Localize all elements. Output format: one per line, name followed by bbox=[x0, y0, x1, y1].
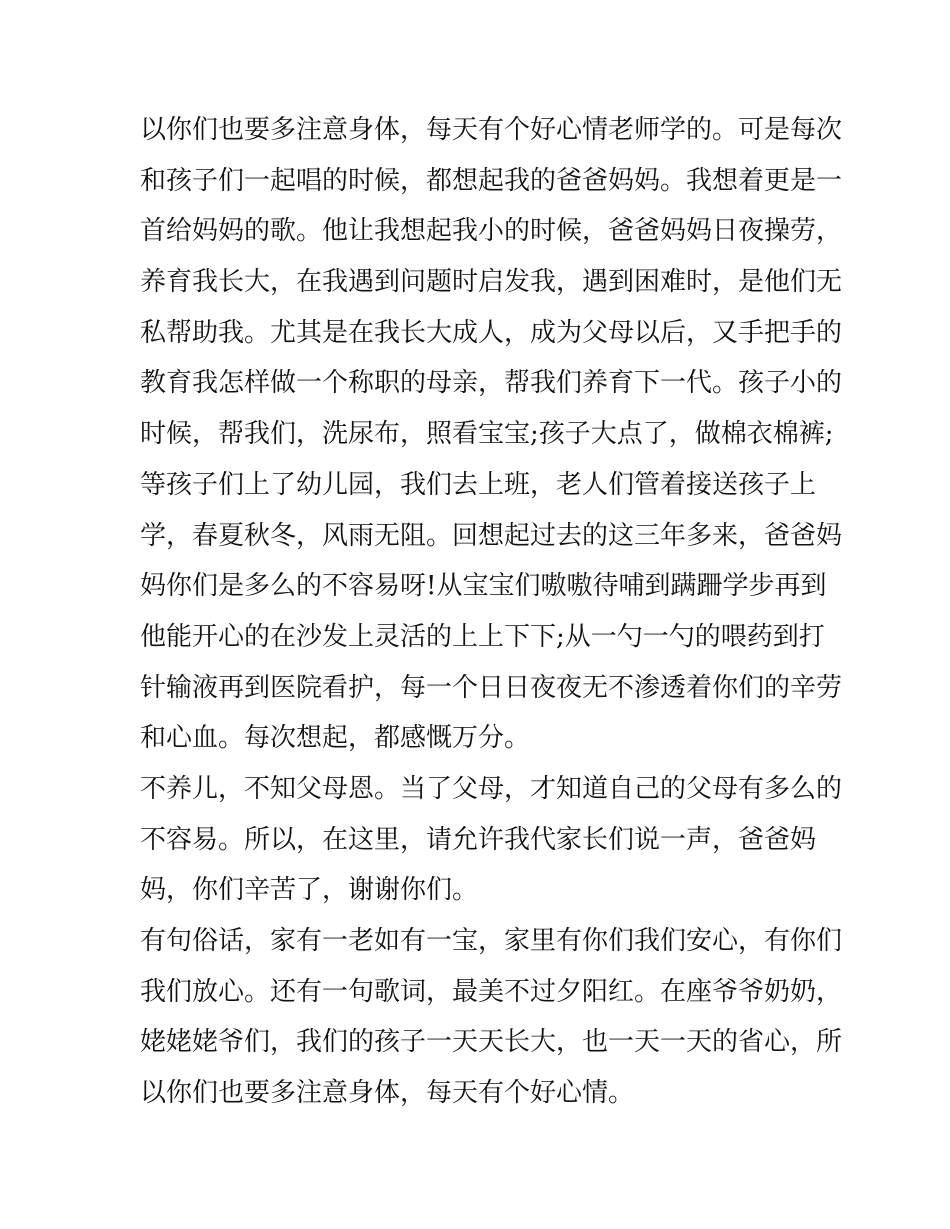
text-line: 姥姥姥爷们，我们的孩子一天天长大，也一天一天的省心，所 bbox=[140, 1027, 843, 1058]
text-line: 等孩子们上了幼儿园，我们去上班，老人们管着接送孩子上 bbox=[140, 469, 817, 500]
text-line: 首给妈妈的歌。他让我想起我小的时候，爸爸妈妈日夜操劳， bbox=[140, 216, 843, 247]
text-line: 以你们也要多注意身体，每天有个好心情老师学的。可是每次 bbox=[140, 115, 843, 145]
text-line: 和孩子们一起唱的时候，都想起我的爸爸妈妈。我想着更是一 bbox=[140, 165, 843, 196]
text-line: 养育我长大，在我遇到问题时启发我，遇到困难时，是他们无 bbox=[140, 267, 843, 298]
text-line: 妈，你们辛苦了，谢谢你们。 bbox=[140, 875, 479, 906]
body-text bbox=[140, 105, 843, 1119]
text-line: 有句俗话，家有一老如有一宝，家里有你们我们安心，有你们 bbox=[140, 926, 843, 956]
text-line: 私帮助我。尤其是在我长大成人，成为父母以后，又手把手的 bbox=[140, 317, 843, 348]
text-line: 针输液再到医院看护，每一个日日夜夜无不渗透着你们的辛劳 bbox=[140, 672, 843, 703]
text-line: 时候，帮我们，洗尿布，照看宝宝;孩子大点了，做棉衣棉裤; bbox=[140, 419, 834, 450]
text-line: 妈你们是多么的不容易呀!从宝宝们嗷嗷待哺到蹒跚学步再到 bbox=[140, 571, 827, 602]
text-line: 学，春夏秋冬，风雨无阻。回想起过去的这三年多来，爸爸妈 bbox=[140, 520, 843, 551]
text-line: 以你们也要多注意身体，每天有个好心情。 bbox=[140, 1078, 635, 1109]
text-line: 我们放心。还有一句歌词，最美不过夕阳红。在座爷爷奶奶， bbox=[140, 976, 843, 1007]
text-line: 和心血。每次想起，都感慨万分。 bbox=[140, 723, 531, 754]
text-line: 教育我怎样做一个称职的母亲，帮我们养育下一代。孩子小的 bbox=[140, 368, 843, 399]
text-line: 他能开心的在沙发上灵活的上上下下;从一勺一勺的喂药到打 bbox=[140, 621, 825, 652]
text-line: 不养儿，不知父母恩。当了父母，才知道自己的父母有多么的 bbox=[140, 773, 843, 804]
text-line: 不容易。所以，在这里，请允许我代家长们说一声，爸爸妈 bbox=[140, 824, 817, 855]
